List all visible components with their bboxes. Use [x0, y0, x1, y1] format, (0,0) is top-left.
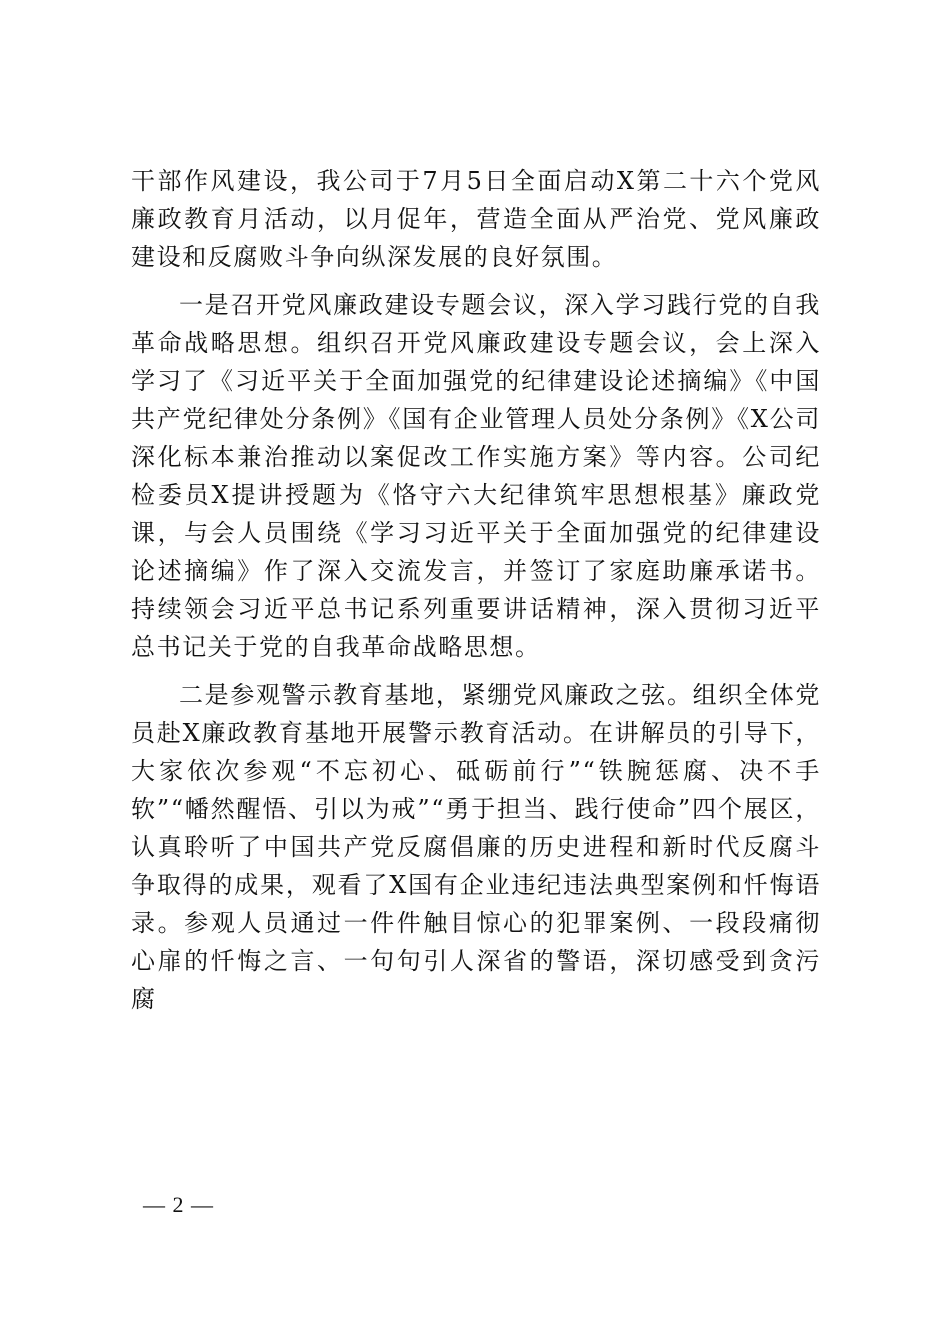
- page-number: — 2 —: [143, 1192, 214, 1217]
- document-body: [131, 162, 821, 1018]
- paragraph-item-one: 一是召开党风廉政建设专题会议，深入学习践行党的自我革命战略思想。组织召开党风廉政建设专题会议，会上深入学习了《习近平关于全面加强党的纪律建设论述摘编》《中国共产党纪律处分条例》《国有企业管理人员处分条例》《X公司深化标本兼治推动以案促改工作实施方案》等内容。公司纪检委员X提讲授题为《恪守六大纪律筑牢思想根基》廉政党课，与会人员围绕《学习习近平关于全面加强党的纪律建设论述摘编》作了深入交流发言，并签订了家庭助廉承诺书。持续领会习近平总书记系列重要讲话精神，深入贯彻习近平总书记关于党的自我革命战略思想。: [131, 291, 821, 661]
- paragraph-continued: 干部作风建设，我公司于7月5日全面启动X第二十六个党风廉政教育月活动，以月促年，营造全面从严治党、党风廉政建设和反腐败斗争向纵深发展的良好氛围。: [131, 167, 821, 271]
- paragraph-item-two: 二是参观警示教育基地，紧绷党风廉政之弦。组织全体党员赴X廉政教育基地开展警示教育活动。在讲解员的引导下，大家依次参观“不忘初心、砥砺前行”“铁腕惩腐、决不手软”“幡然醒悟、引以为戒”“勇于担当、践行使命”四个展区，认真聆听了中国共产党反腐倡廉的历史进程和新时代反腐斗争取得的成果，观看了X国有企业违纪违法典型案例和忏悔语录。参观人员通过一件件触目惊心的犯罪案例、一段段痛彻心扉的忏悔之言、一句句引人深省的警语，深切感受到贪污腐: [131, 681, 821, 1013]
